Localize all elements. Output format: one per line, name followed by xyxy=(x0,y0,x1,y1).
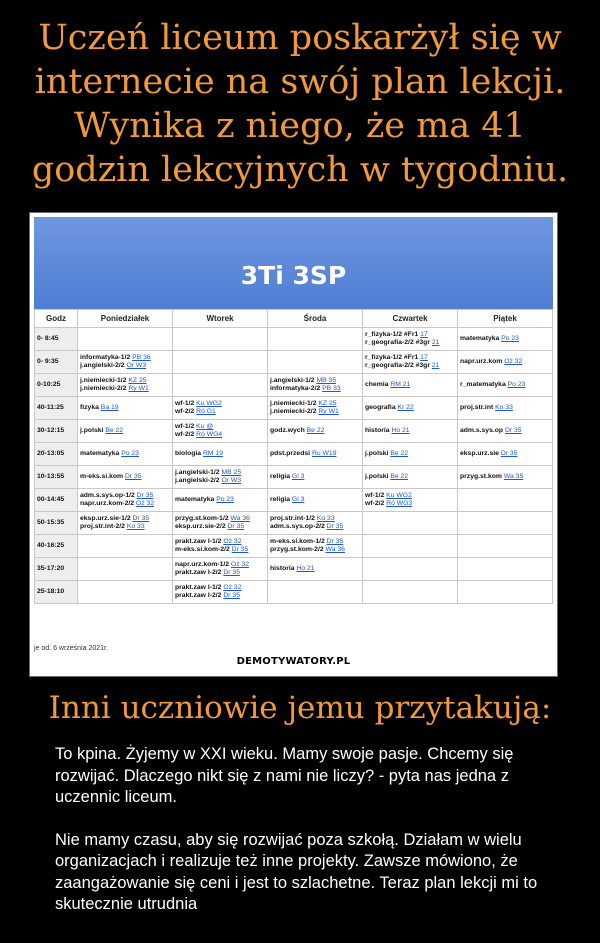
lesson-cell xyxy=(173,328,268,351)
lesson-cell xyxy=(268,374,363,397)
lesson-entry xyxy=(80,473,170,482)
teacher-room-link[interactable]: MB 25 xyxy=(221,468,242,476)
teacher-room-link[interactable]: Wa 36 xyxy=(325,546,345,553)
subject-name: informatyka-1/2 xyxy=(80,353,131,361)
lesson-entry xyxy=(175,477,265,486)
lesson-cell xyxy=(173,558,268,581)
teacher-room-link[interactable]: Ró G1 xyxy=(196,408,216,415)
teacher-room-link[interactable]: Be 22 xyxy=(306,426,325,434)
lesson-cell xyxy=(78,328,173,351)
lesson-cell xyxy=(363,558,458,581)
subject-name: wf-2/2 xyxy=(175,408,195,415)
subject-name: r_geografia-2/2 #3gr xyxy=(365,339,430,346)
timetable-image-frame xyxy=(29,212,558,677)
timetable-screenshot xyxy=(34,217,553,637)
subject-name: j.polski xyxy=(365,472,389,480)
lesson-entry xyxy=(175,592,265,601)
teacher-room-link[interactable]: Dr 35 xyxy=(132,514,150,522)
lesson-entry xyxy=(175,423,265,432)
teacher-room-link[interactable]: PB 36 xyxy=(132,353,151,361)
lesson-cell xyxy=(458,558,553,581)
subject-name: wf-2/2 xyxy=(365,500,385,507)
subject-name: eksp.urz.sie-2/2 xyxy=(175,523,226,530)
teacher-room-link[interactable]: Ko 33 xyxy=(126,523,145,530)
subject-name: biologia xyxy=(175,449,202,457)
subject-name: napr.urz.kom xyxy=(460,357,503,365)
subject-name: religia xyxy=(270,495,291,503)
teacher-room-link[interactable]: Ku WG2 xyxy=(386,491,412,499)
column-header: Piątek xyxy=(458,310,553,328)
subject-name: wf-1/2 xyxy=(175,399,195,407)
teacher-room-link[interactable]: Oż 32 xyxy=(230,560,250,568)
lesson-entry xyxy=(270,546,360,555)
lesson-cell xyxy=(458,397,553,420)
subject-name: godz.wych xyxy=(270,426,305,434)
lesson-cell xyxy=(363,328,458,351)
lesson-entry xyxy=(460,404,550,413)
subject-name: j.angielski-1/2 xyxy=(175,468,220,476)
period-time: 40-11:25 xyxy=(35,397,78,420)
teacher-room-link[interactable]: RM 21 xyxy=(390,380,411,388)
subject-name: j.niemiecki-2/2 xyxy=(80,385,127,392)
teacher-room-link[interactable]: Dr 35 xyxy=(223,569,240,576)
lesson-entry xyxy=(80,377,170,386)
teacher-room-link[interactable]: Ho 21 xyxy=(296,564,315,572)
lesson-cell xyxy=(458,466,553,489)
teacher-room-link[interactable]: Ku @ xyxy=(196,422,214,430)
lesson-entry xyxy=(365,473,455,482)
lesson-entry xyxy=(80,523,170,532)
lesson-entry xyxy=(80,362,170,371)
lesson-entry xyxy=(175,523,265,532)
teacher-room-link[interactable]: Be 22 xyxy=(390,472,409,480)
lesson-entry xyxy=(365,427,455,436)
subject-name: adm.s.sys.op-2/2 xyxy=(270,523,325,530)
subject-name: fizyka xyxy=(80,403,99,411)
lesson-entry xyxy=(175,496,265,505)
subject-name: przyg.st.kom-2/2 xyxy=(270,546,324,553)
timetable-row xyxy=(35,351,553,374)
lesson-cell xyxy=(173,420,268,443)
subject-name: j.polski xyxy=(365,449,389,457)
lesson-entry xyxy=(270,496,360,505)
lesson-entry xyxy=(80,354,170,363)
teacher-room-link[interactable]: PB 33 xyxy=(322,385,341,392)
lesson-entry xyxy=(365,339,455,348)
teacher-room-link[interactable]: Wa 35 xyxy=(503,472,524,480)
period-time: 30-12:15 xyxy=(35,420,78,443)
lesson-entry xyxy=(460,335,550,344)
lesson-cell xyxy=(458,512,553,535)
subject-name: j.angielski-2/2 xyxy=(80,362,125,369)
lesson-entry xyxy=(270,427,360,436)
teacher-room-link[interactable]: Ry W1 xyxy=(318,408,339,415)
subject-name: j.niemiecki-1/2 xyxy=(80,376,127,384)
lesson-cell xyxy=(173,512,268,535)
teacher-room-link[interactable]: Ko 33 xyxy=(316,514,335,522)
subject-name: r_fizyka-1/2 #Fr1 xyxy=(365,330,419,338)
article-text xyxy=(55,744,555,937)
subject-name: proj.str.int-2/2 xyxy=(80,523,125,530)
lesson-cell xyxy=(363,512,458,535)
lesson-cell xyxy=(78,581,173,604)
subject-name: m-eks.si.kom-2/2 xyxy=(175,546,230,553)
lesson-cell xyxy=(268,558,363,581)
teacher-room-link[interactable]: Ko 33 xyxy=(495,403,513,411)
subject-name: proj.str.int-1/2 xyxy=(270,514,315,522)
lesson-entry xyxy=(270,523,360,532)
period-time: 50-15:35 xyxy=(35,512,78,535)
teacher-room-link[interactable]: Oż 32 xyxy=(223,537,242,545)
lesson-entry xyxy=(80,450,170,459)
subject-name: matematyka xyxy=(80,449,120,457)
subject-name: j.angielski-2/2 xyxy=(175,477,220,484)
lesson-cell xyxy=(173,466,268,489)
teacher-room-link[interactable]: Gl 3 xyxy=(291,495,305,503)
lesson-entry xyxy=(270,450,360,459)
teacher-room-link[interactable]: Gl 3 xyxy=(291,472,305,480)
lesson-entry xyxy=(365,404,455,413)
teacher-room-link[interactable]: Dr 35 xyxy=(136,491,154,499)
lesson-cell xyxy=(78,558,173,581)
teacher-room-link[interactable]: 17 xyxy=(420,330,428,338)
timetable-row xyxy=(35,443,553,466)
teacher-room-link[interactable]: Ba 19 xyxy=(100,403,119,411)
subject-name: j.polski xyxy=(80,426,104,434)
subject-name: matematyka xyxy=(175,495,215,503)
timetable-row xyxy=(35,489,553,512)
teacher-room-link[interactable]: Be 22 xyxy=(105,426,124,434)
lesson-entry xyxy=(80,404,170,413)
period-time: 00-14:45 xyxy=(35,489,78,512)
lesson-cell xyxy=(268,466,363,489)
subject-name: prakt.zaw I-2/2 xyxy=(175,569,222,576)
lesson-entry xyxy=(270,565,360,574)
subject-name: r_fizyka-1/2 #Fr1 xyxy=(365,353,419,361)
subheadline: Inni uczniowie jemu przytakują: xyxy=(48,690,552,726)
lesson-cell xyxy=(363,351,458,374)
subject-name: napr.urz.kom-1/2 xyxy=(175,560,230,568)
lesson-entry xyxy=(80,500,170,509)
teacher-room-link[interactable]: RM 19 xyxy=(202,449,223,457)
lesson-cell xyxy=(78,374,173,397)
teacher-room-link[interactable]: Dr 35 xyxy=(326,537,344,545)
lesson-entry xyxy=(175,584,265,593)
lesson-cell xyxy=(173,443,268,466)
teacher-room-link[interactable]: Dr 35 xyxy=(124,472,142,480)
lesson-entry xyxy=(175,408,265,417)
lesson-entry xyxy=(365,354,455,363)
lesson-cell xyxy=(173,581,268,604)
lesson-cell xyxy=(363,397,458,420)
column-header: Poniedziałek xyxy=(78,310,173,328)
lesson-cell xyxy=(78,466,173,489)
teacher-room-link[interactable]: Dr 35 xyxy=(231,546,249,553)
lesson-cell xyxy=(458,351,553,374)
period-time: 40-16:25 xyxy=(35,535,78,558)
subject-name: proj.str.int xyxy=(460,403,494,411)
lesson-cell xyxy=(363,489,458,512)
column-header: Środa xyxy=(268,310,363,328)
lesson-entry xyxy=(365,331,455,340)
lesson-entry xyxy=(270,473,360,482)
timetable-row xyxy=(35,558,553,581)
subject-name: historia xyxy=(365,426,390,434)
lesson-entry xyxy=(175,538,265,547)
subject-name: geografia xyxy=(365,403,396,411)
teacher-room-link[interactable]: Be 22 xyxy=(390,449,409,457)
subject-name: eksp.urz.sie-1/2 xyxy=(80,514,131,522)
valid-from-note: je od: 6 września 2021r. xyxy=(34,645,108,652)
teacher-room-link[interactable]: 21 xyxy=(431,339,440,346)
subject-name: j.angielski-1/2 xyxy=(270,376,315,384)
lesson-entry xyxy=(460,450,550,459)
teacher-room-link[interactable]: Ru W19 xyxy=(311,449,337,457)
headline: Uczeń liceum poskarżył się w internecie na swój plan lekcji. Wynika z niego, że ma 41 godzin lekcyjnych w tygodniu. xyxy=(31,18,569,190)
paragraph: Nie mamy czasu, aby się rozwijać poza szkołą. Działam w wielu organizacjach i realizuje też inne projekty. Zawsze mówiono, że zaangażowanie się ceni i jest to szlachetne. Teraz plan lekcji mi to skutecznie utrudnia xyxy=(55,830,538,913)
paragraph: To kpina. Żyjemy w XXI wieku. Mamy swoje pasje. Chcemy się rozwijać. Dlaczego nikt się z nami nie liczy? - pyta nas jedna z uczennic liceum. xyxy=(55,745,514,806)
lesson-cell xyxy=(173,351,268,374)
lesson-cell xyxy=(268,328,363,351)
teacher-room-link[interactable]: Oż 32 xyxy=(223,583,242,591)
teacher-room-link[interactable]: Dr 35 xyxy=(326,523,344,530)
teacher-room-link[interactable]: Dr 35 xyxy=(500,449,518,457)
subject-name: adm.s.sys.op-1/2 xyxy=(80,491,135,499)
lesson-cell xyxy=(78,512,173,535)
subject-name: informatyka-2/2 xyxy=(270,385,321,392)
lesson-cell xyxy=(173,489,268,512)
lesson-cell xyxy=(78,443,173,466)
column-header: Czwartek xyxy=(363,310,458,328)
period-time: 0- 9:35 xyxy=(35,351,78,374)
lesson-entry xyxy=(175,546,265,555)
teacher-room-link[interactable]: Oż 32 xyxy=(504,357,523,365)
lesson-cell xyxy=(173,374,268,397)
subject-name: prakt.zaw I-1/2 xyxy=(175,583,222,591)
teacher-room-link[interactable]: Wa 36 xyxy=(230,514,250,522)
timetable-row xyxy=(35,374,553,397)
lesson-cell xyxy=(363,443,458,466)
lesson-cell xyxy=(78,535,173,558)
column-header: Wtorek xyxy=(173,310,268,328)
lesson-entry xyxy=(460,427,550,436)
timetable-row xyxy=(35,397,553,420)
lesson-cell xyxy=(363,466,458,489)
subject-name: eksp.urz.sie xyxy=(460,449,499,457)
lesson-entry xyxy=(175,569,265,578)
lesson-cell xyxy=(268,581,363,604)
lesson-entry xyxy=(270,408,360,417)
lesson-cell xyxy=(458,328,553,351)
teacher-room-link[interactable]: Ró WG3 xyxy=(386,500,413,507)
lesson-cell xyxy=(268,420,363,443)
teacher-room-link[interactable]: Or W3 xyxy=(221,477,242,484)
watermark: DEMOTYWATORY.PL xyxy=(236,656,351,667)
lesson-entry xyxy=(175,450,265,459)
lesson-cell xyxy=(363,581,458,604)
timetable-row xyxy=(35,512,553,535)
lesson-cell xyxy=(268,443,363,466)
lesson-entry xyxy=(365,500,455,509)
subject-name: wf-2/2 xyxy=(175,431,195,438)
subject-name: j.niemiecki-1/2 xyxy=(270,399,317,407)
teacher-room-link[interactable]: 17 xyxy=(420,353,428,361)
teacher-room-link[interactable]: Po 23 xyxy=(507,380,526,388)
lesson-cell xyxy=(78,351,173,374)
subject-name: historia xyxy=(270,564,295,572)
lesson-entry xyxy=(80,492,170,501)
timetable-row xyxy=(35,466,553,489)
subject-name: wf-1/2 xyxy=(365,491,385,499)
lesson-cell xyxy=(363,374,458,397)
lesson-entry xyxy=(460,358,550,367)
lesson-cell xyxy=(78,420,173,443)
subject-name: chemia xyxy=(365,380,389,388)
teacher-room-link[interactable]: Kr 22 xyxy=(397,403,414,411)
lesson-cell xyxy=(173,397,268,420)
lesson-entry xyxy=(365,492,455,501)
subject-name: adm.s.sys.op xyxy=(460,426,504,434)
timetable xyxy=(34,309,553,604)
period-time: 10-13:55 xyxy=(35,466,78,489)
teacher-room-link[interactable]: Po 23 xyxy=(501,334,519,342)
teacher-room-link[interactable]: Po 23 xyxy=(121,449,139,457)
lesson-entry xyxy=(365,450,455,459)
timetable-row xyxy=(35,328,553,351)
teacher-room-link[interactable]: Dr 35 xyxy=(227,523,245,530)
lesson-cell xyxy=(173,535,268,558)
teacher-room-link[interactable]: Ró WG4 xyxy=(196,431,223,438)
lesson-entry xyxy=(460,381,550,390)
lesson-cell xyxy=(268,512,363,535)
teacher-room-link[interactable]: Or W3 xyxy=(126,362,147,369)
lesson-entry xyxy=(270,385,360,394)
lesson-cell xyxy=(458,581,553,604)
lesson-cell xyxy=(268,351,363,374)
subject-name: prakt.zaw I-2/2 xyxy=(175,592,222,599)
lesson-entry xyxy=(270,515,360,524)
timetable-row xyxy=(35,535,553,558)
subject-name: j.niemiecki-2/2 xyxy=(270,408,317,415)
lesson-cell xyxy=(78,397,173,420)
lesson-cell xyxy=(458,535,553,558)
lesson-entry xyxy=(175,469,265,478)
subject-name: przyg.st.kom xyxy=(460,472,502,480)
lesson-entry xyxy=(460,473,550,482)
lesson-entry xyxy=(365,381,455,390)
teacher-room-link[interactable]: MB 35 xyxy=(316,376,337,384)
subject-name: napr.urz.kom-2/2 xyxy=(80,500,135,507)
teacher-room-link[interactable]: KZ 25 xyxy=(128,376,147,384)
subject-name: m-eks.si.kom xyxy=(80,472,124,480)
subject-name: przyg.st.kom-1/2 xyxy=(175,514,229,522)
teacher-room-link[interactable]: Ku WG2 xyxy=(196,399,222,407)
lesson-entry xyxy=(175,561,265,570)
lesson-entry xyxy=(175,400,265,409)
timetable-body xyxy=(35,328,553,604)
lesson-entry xyxy=(365,362,455,371)
teacher-room-link[interactable]: Dr 35 xyxy=(223,592,240,599)
lesson-cell xyxy=(363,535,458,558)
column-header: Godz xyxy=(35,310,78,328)
teacher-room-link[interactable]: Po 23 xyxy=(216,495,234,503)
lesson-entry xyxy=(175,515,265,524)
subject-name: prakt.zaw I-1/2 xyxy=(175,537,222,545)
lesson-cell xyxy=(268,397,363,420)
subject-name: r_matematyka xyxy=(460,380,506,388)
timetable-header-row xyxy=(35,310,553,328)
lesson-cell xyxy=(458,420,553,443)
period-time: 0- 8:45 xyxy=(35,328,78,351)
lesson-entry xyxy=(270,538,360,547)
period-time: 35-17:20 xyxy=(35,558,78,581)
period-time: 20-13:05 xyxy=(35,443,78,466)
subject-name: r_geografia-2/2 #3gr xyxy=(365,362,430,369)
lesson-cell xyxy=(78,489,173,512)
lesson-cell xyxy=(458,443,553,466)
lesson-cell xyxy=(458,374,553,397)
lesson-entry xyxy=(270,400,360,409)
lesson-entry xyxy=(175,431,265,440)
class-title-banner: 3Ti 3SP xyxy=(34,217,553,309)
period-time: 25-18:10 xyxy=(35,581,78,604)
lesson-entry xyxy=(270,377,360,386)
teacher-room-link[interactable]: Oż 32 xyxy=(135,500,155,507)
subject-name: wf-1/2 xyxy=(175,422,195,430)
teacher-room-link[interactable]: 21 xyxy=(431,362,440,369)
subject-name: matematyka xyxy=(460,334,500,342)
teacher-room-link[interactable]: KZ 25 xyxy=(318,399,337,407)
timetable-row xyxy=(35,581,553,604)
lesson-cell xyxy=(458,489,553,512)
subject-name: m-eks.si.kom-1/2 xyxy=(270,537,325,545)
lesson-cell xyxy=(268,535,363,558)
lesson-entry xyxy=(80,427,170,436)
timetable-row xyxy=(35,420,553,443)
lesson-entry xyxy=(80,385,170,394)
teacher-room-link[interactable]: Ho 21 xyxy=(391,426,410,434)
teacher-room-link[interactable]: Ry W1 xyxy=(128,385,149,392)
period-time: 0-10:25 xyxy=(35,374,78,397)
subject-name: pdst.przedsi xyxy=(270,449,311,457)
lesson-entry xyxy=(80,515,170,524)
teacher-room-link[interactable]: Dr 35 xyxy=(504,426,522,434)
subject-name: religia xyxy=(270,472,291,480)
lesson-cell xyxy=(363,420,458,443)
lesson-cell xyxy=(268,489,363,512)
